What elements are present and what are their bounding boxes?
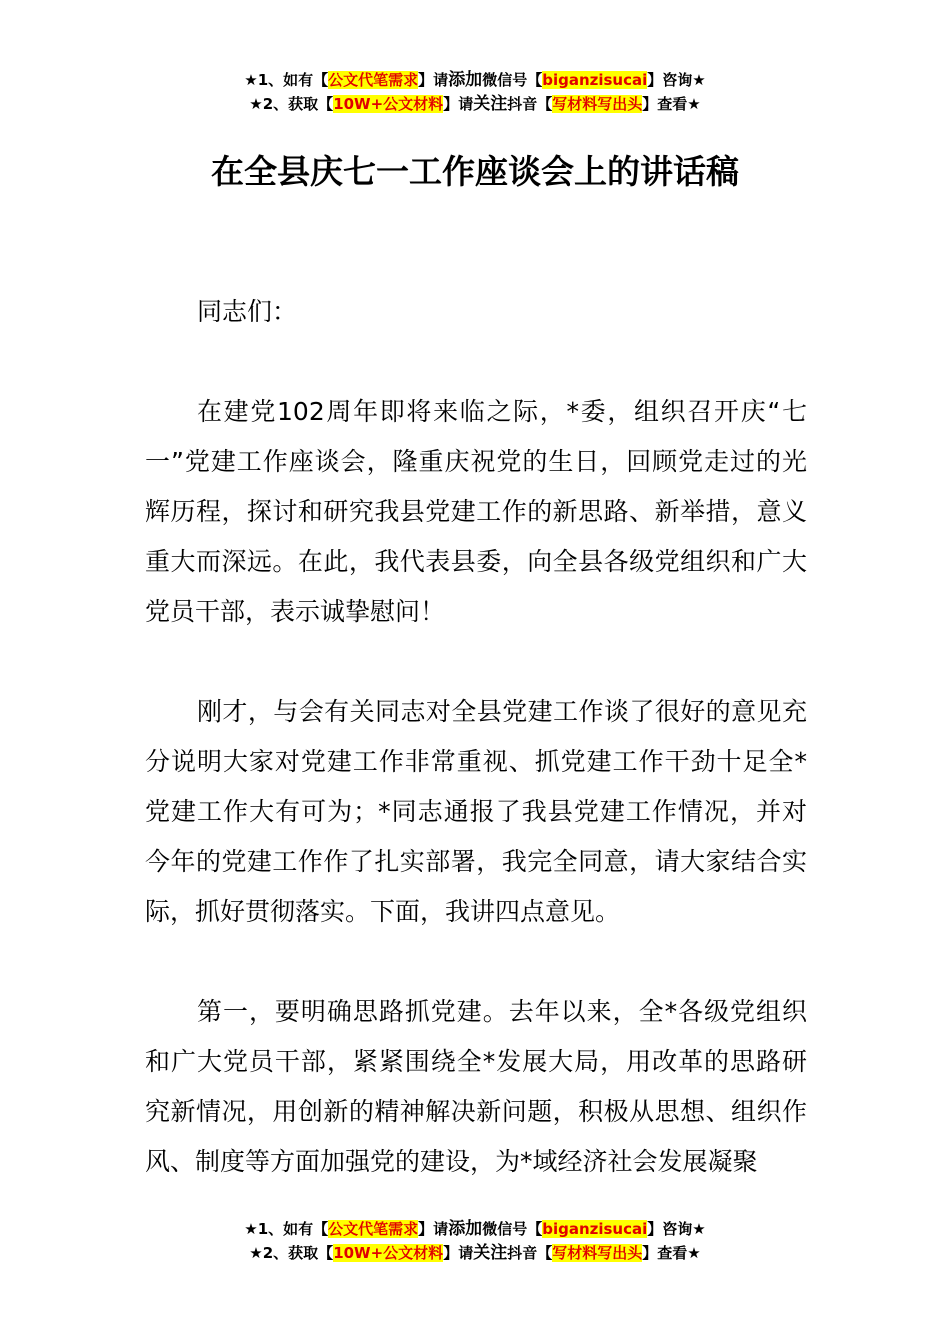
banner-text: 】查看★ [642,95,701,113]
banner-emphasis: 添加 [448,1219,483,1239]
banner-text: ★2、获取【 [249,1244,334,1262]
banner-emphasis: 关注 [473,94,508,114]
banner-highlight: 10W+公文材料 [333,1244,444,1262]
banner-text: 抖音【 [507,95,553,113]
banner-emphasis: 关注 [473,1243,508,1263]
banner-line-2 [0,92,950,116]
banner-text: 】请 [443,1244,474,1262]
banner-highlight: biganzisucai [542,1220,648,1238]
top-banner [0,68,950,116]
banner-text: 】请 [443,95,474,113]
banner-line-1 [0,1217,950,1241]
banner-text: 】咨询★ [647,1220,706,1238]
banner-text: ★1、如有【 [244,71,329,89]
banner-text: 】查看★ [642,1244,701,1262]
banner-highlight: 公文代笔需求 [328,1220,419,1238]
banner-highlight: 写材料写出头 [552,95,643,113]
banner-emphasis: 添加 [448,70,483,90]
bottom-banner [0,1217,950,1265]
banner-highlight: 10W+公文材料 [333,95,444,113]
paragraph: 在建党102周年即将来临之际，*委，组织召开庆“七一”党建工作座谈会，隆重庆祝党的生日，回顾党走过的光辉历程，探讨和研究我县党建工作的新思路、新举措，意义重大而深远。在此，我代表县委，向全县各级党组织和广大党员干部，表示诚挚慰问！ [145,397,807,626]
salutation: 同志们： [197,297,298,326]
banner-text: 微信号【 [482,71,543,89]
paragraph: 刚才，与会有关同志对全县党建工作谈了很好的意见充分说明大家对党建工作非常重视、抓党建工作干劲十足全*党建工作大有可为；*同志通报了我县党建工作情况，并对今年的党建工作作了扎实部署，我完全同意，请大家结合实际，抓好贯彻落实。下面，我讲四点意见。 [145,697,807,926]
banner-text: 抖音【 [507,1244,553,1262]
banner-text: 】咨询★ [647,71,706,89]
paragraph: 第一，要明确思路抓党建。去年以来，全*各级党组织和广大党员干部，紧紧围绕全*发展大局，用改革的思路研究新情况，用创新的精神解决新问题，积极从思想、组织作风、制度等方面加强党的建设，为*域经济社会发展凝聚 [145,997,807,1176]
banner-text: 】请 [418,71,449,89]
banner-line-1 [0,68,950,92]
banner-highlight: biganzisucai [542,71,648,89]
banner-highlight: 写材料写出头 [552,1244,643,1262]
document-body [145,287,807,1237]
document-title: 在全县庆七一工作座谈会上的讲话稿 [211,152,739,191]
banner-text: ★1、如有【 [244,1220,329,1238]
banner-text: 】请 [418,1220,449,1238]
banner-highlight: 公文代笔需求 [328,71,419,89]
banner-text: 微信号【 [482,1220,543,1238]
banner-text: ★2、获取【 [249,95,334,113]
banner-line-2 [0,1241,950,1265]
